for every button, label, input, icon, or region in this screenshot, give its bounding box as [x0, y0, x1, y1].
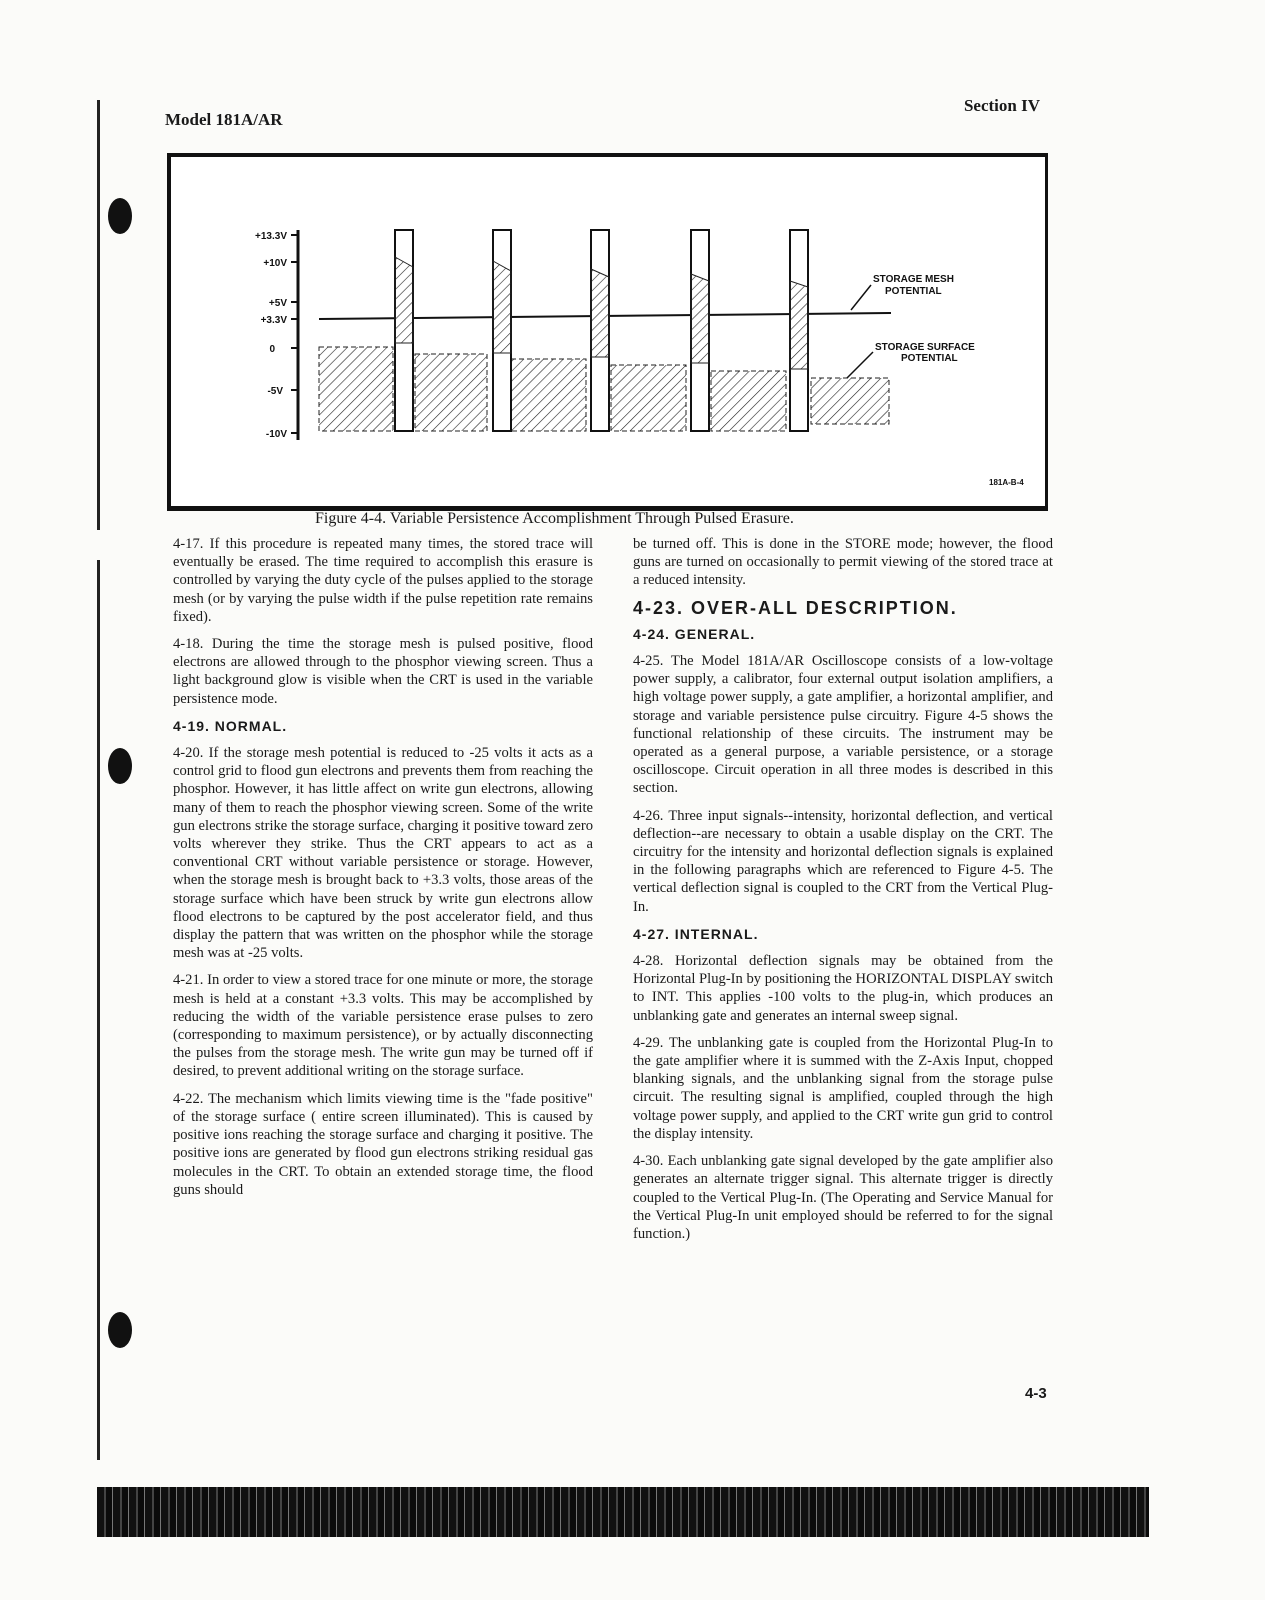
right-column	[633, 535, 1053, 1252]
paragraph-4-20: 4-20. If the storage mesh potential is reduced to -25 volts it acts as a control grid to flood gun electrons and prevents them from reaching the phosphor. However, it has little affect on write gun electrons, allowing many of them to reach the phosphor viewing screen. Some of the write gun electrons strike the storage surface, charging it positive toward zero volts wherever they strike. Thus the CRT appears to act as a conventional CRT without variable persistence or storage. However, when the storage mesh is brought back to +3.3 volts, those areas of the storage surface which have been struck by write gun electrons allow flood electrons to be captured by the post accelerator field, and thus display the pattern that was written on the phosphor while the storage mesh was at -25 volts.	[173, 745, 593, 962]
header-model: Model 181A/AR	[165, 110, 283, 129]
surface-block	[511, 359, 586, 431]
surface-block	[611, 365, 686, 431]
page-edge-mark	[97, 560, 100, 1460]
header-section: Section IV	[963, 96, 1040, 115]
paragraph-4-30: 4-30. Each unblanking gate signal developed by the gate amplifier also generates an alternate trigger signal. This alternate trigger is directly coupled to the Vertical Plug-In. (The Operating and Service Manual for the Vertical Plug-In unit employed should be referred to for the signal function.)	[633, 1153, 1053, 1242]
paragraph-4-18: 4-18. During the time the storage mesh is pulsed positive, flood electrons are allowed through to the phosphor viewing screen. Thus a light background glow is visible when the CRT is used in the variable persistence mode.	[173, 636, 593, 707]
paragraph-4-28: 4-28. Horizontal deflection signals may be obtained from the Horizontal Plug-In by positioning the HORIZONTAL DISPLAY switch to INT. This applies -100 volts to the plug-in, which produces an unblanking gate and generates an internal sweep signal.	[633, 953, 1053, 1024]
scan-artifact-strip	[97, 1487, 1149, 1537]
y-label: +3.3V	[260, 315, 287, 326]
y-label: 0	[269, 344, 275, 355]
figure-caption: Figure 4-4. Variable Persistence Accomplishment Through Pulsed Erasure.	[315, 510, 794, 527]
page-number: 4-3	[1025, 1385, 1047, 1402]
annotation-storage-mesh: STORAGE MESH	[873, 274, 954, 285]
figure-ref: 181A-B-4	[989, 478, 1024, 487]
surface-block	[711, 371, 786, 431]
paragraph-4-22: 4-22. The mechanism which limits viewing time is the "fade positive" of the storage surface ( entire screen illuminated). This is caused by positive ions reaching the storage surface and charging it positive. The positive ions are generated by flood gun electrons striking residual gas molecules in the CRT. To obtain an extended storage time, the flood guns should	[173, 1090, 593, 1198]
surface-block	[811, 378, 889, 424]
heading-4-27: 4-27. INTERNAL.	[633, 925, 759, 942]
paragraph-4-26: 4-26. Three input signals--intensity, horizontal deflection, and vertical deflection--are necessary to obtain a usable display on the CRT. The circuitry for the intensity and horizontal deflection signals is explained in the following paragraphs which are referenced to Figure 4-5. The vertical deflection signal is coupled to the CRT from the Vertical Plug-In.	[633, 807, 1053, 915]
binder-hole	[108, 748, 132, 784]
y-label: -5V	[267, 386, 283, 397]
heading-4-24: 4-24. GENERAL.	[633, 625, 756, 642]
binder-hole	[108, 1312, 132, 1348]
y-label: +10V	[263, 258, 287, 269]
surface-block	[415, 354, 487, 431]
paragraph-4-25: 4-25. The Model 181A/AR Oscilloscope consists of a low-voltage power supply, a calibrator, four external output isolation amplifiers, a high voltage power supply, a gate amplifier, a horizontal amplifier, and storage and variable persistence pulse circuitry. Figure 4-5 shows the functional relationship of these circuits. The instrument may be operated as a general purpose, a variable persistence, or a storage oscilloscope. Circuit operation in all three modes is described in this section.	[633, 653, 1053, 797]
heading-4-19: 4-19. NORMAL.	[173, 717, 288, 734]
y-label: +13.3V	[255, 231, 287, 242]
paragraph-continued: be turned off. This is done in the STORE mode; however, the flood guns are turned on occasionally to permit viewing of the stored trace at a reduced intensity.	[633, 536, 1053, 589]
heading-4-23: 4-23. OVER-ALL DESCRIPTION.	[633, 597, 958, 618]
surface-block	[319, 347, 393, 431]
paragraph-4-17: 4-17. If this procedure is repeated many times, the stored trace will eventually be erased. The time required to accomplish this erasure is controlled by varying the duty cycle of the pulses applied to the storage mesh (or by varying the pulse width if the pulse repetition rate remains fixed).	[173, 536, 593, 625]
paragraph-4-21: 4-21. In order to view a stored trace for one minute or more, the storage mesh is held at a constant +3.3 volts. This may be accomplished by reducing the width of the variable persistence erase pulses to zero (corresponding to maximum persistence), or by actually disconnecting the pulses from the storage mesh. The write gun may be turned off if desired, to prevent additional writing on the storage surface.	[173, 972, 593, 1080]
pulse-diagram	[171, 157, 1045, 506]
annotation-storage-mesh: POTENTIAL	[885, 286, 942, 297]
page-edge-mark	[97, 100, 100, 530]
left-column	[173, 535, 593, 1208]
annotation-storage-surface: POTENTIAL	[901, 353, 958, 364]
y-label: +5V	[268, 298, 287, 309]
annotation-storage-surface: STORAGE SURFACE	[875, 342, 975, 353]
paragraph-4-29: 4-29. The unblanking gate is coupled from the Horizontal Plug-In to the gate amplifier where it is summed with the Z-Axis Input, chopped blanking signals, and the unblanking signal from the storage pulse circuit. The resulting signal is amplified, coupled through the high voltage power supply, and applied to the CRT write gun grid to control the display intensity.	[633, 1034, 1053, 1142]
y-label: -10V	[265, 429, 287, 440]
binder-hole	[108, 198, 132, 234]
figure-frame	[167, 153, 1048, 511]
